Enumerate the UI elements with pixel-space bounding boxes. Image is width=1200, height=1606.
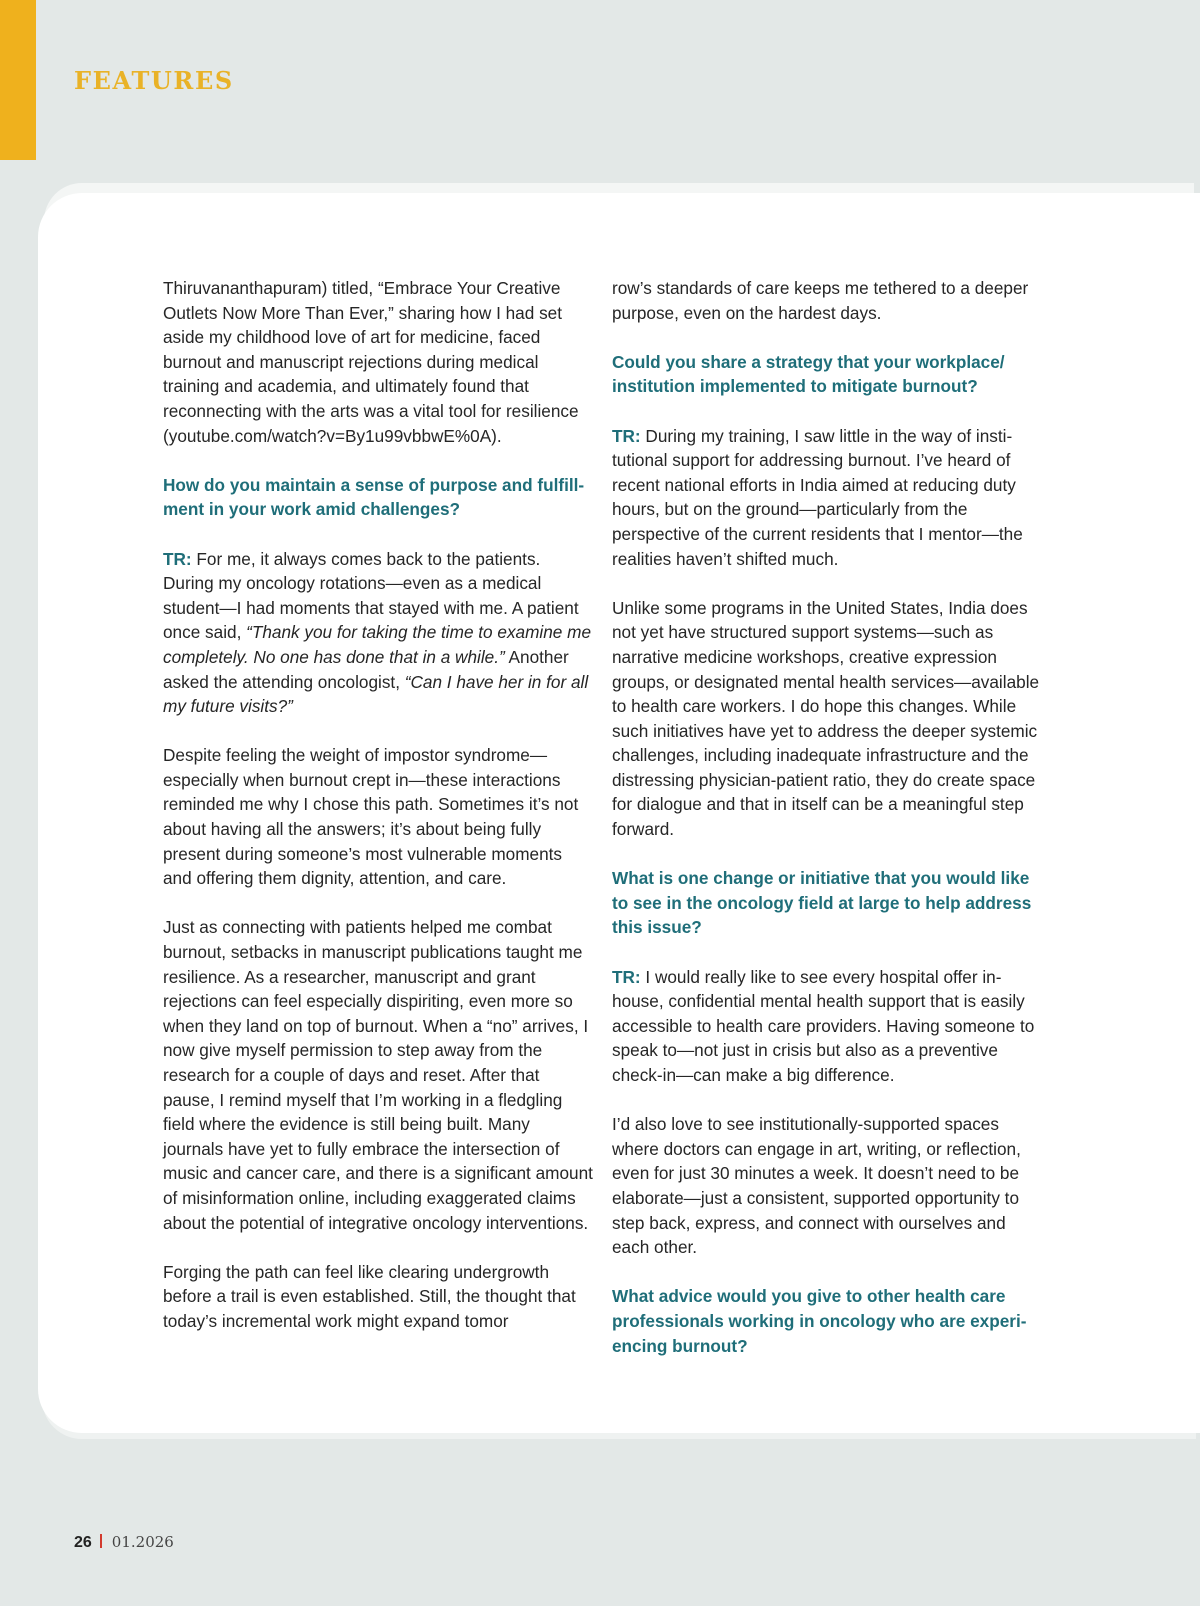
question-advice: What advice would you give to other health care professionals working in oncology who are experiencing burnout?: [612, 1286, 1027, 1356]
section-label: FEATURES: [74, 66, 234, 95]
patient-quote: “Thank you for taking the time to examine me completely. No one has done that in a while.”: [163, 622, 592, 667]
answer-text: For me, it always comes back to the patients. During my oncology rotations—even as a medical student—I had moments that stayed with me. A patient once said,: [163, 548, 579, 643]
footer-divider: [100, 1534, 102, 1548]
page-number: 26: [74, 1534, 92, 1551]
paragraph-intro: Thiruvananthapuram) titled, “Embrace Your Creative Outlets Now More Than Ever,” sharing how I had set aside my childhood love of art for medicine, faced burnout and manuscript rejections during medical training and academia, and ultimately found that reconnecting with the arts was a vital tool for resilience (youtube.com/watch?v=By1u99vbbwE%0A).: [163, 278, 579, 446]
issue-date: 01.2026: [111, 1533, 174, 1551]
question-strategy: Could you share a strategy that your workplace/ institution implemented to mitigate burnout?: [612, 351, 1005, 397]
paragraph-spaces: I’d also love to see institutionally-supported spaces where doctors can engage in art, writing, or reflection, even for just 30 minutes a week. It doesn’t need to be elaborate—just a consistent, supported opportunity to step back, express, and connect with ourselves and each other.: [612, 1114, 1021, 1258]
paragraph-resilience: Just as connecting with patients helped me combat burnout, setbacks in manuscript publications taught me resilience. As a researcher, manuscript and grant rejections can feel especially dispiriting, even more so when they land on top of burnout. When a “no” arrives, I now give myself permission to step away from the research for a couple of days and reset. After that pause, I remind myself that I’m working in a fledgling field where the evidence is still being built. Many journals have yet to fully embrace the intersection of music and cancer care, and there is a significant amount of misinformation online, including exaggerated claims about the potential of integrative oncology interventions.: [163, 917, 593, 1233]
question-purpose: How do you maintain a sense of purpose and fulfillment in your work amid challenges?: [163, 474, 585, 520]
speaker-label: TR:: [163, 548, 192, 569]
paragraph-programs: Unlike some programs in the United States, India does not yet have structured support systems—such as narrative medicine workshops, creative expression groups, or designated mental health services—available to health care workers. I do hope this changes. While such initiatives have yet to address the deeper systemic challenges, including inadequate infrastructure and the distressing physician-patient ratio, they do create space for dialogue and that in itself can be a meaningful step forward.: [612, 597, 1040, 840]
speaker-label: TR:: [612, 425, 641, 446]
answer-text: During my training, I saw little in the way of institutional support for addressing burnout. I’ve heard of recent national efforts in India aimed at reducing duty hours, but on the ground—particularly from the perspective of the current residents that I mentor—the realities haven’t shifted much.: [612, 425, 1023, 569]
left-column: [163, 276, 593, 1358]
accent-bar: [0, 0, 36, 160]
answer-purpose: [163, 547, 593, 719]
answer-change: [612, 965, 1044, 1088]
page-footer: [74, 1533, 174, 1552]
answer-text: I would really like to see every hospital offer in-house, confidential mental health support that is easily accessible to health care providers. Having someone to speak to—not just in crisis but also as a preventive check-in—can make a big difference.: [612, 966, 1035, 1085]
question-change: What is one change or initiative that you would like to see in the oncology field at large to help address this issue?: [612, 868, 1032, 938]
answer-strategy: [612, 424, 1044, 572]
paragraph-continued: row’s standards of care keeps me tethered to a deeper purpose, even on the hardest days.: [612, 278, 1029, 323]
right-column: [612, 276, 1044, 1383]
speaker-label: TR:: [612, 966, 641, 987]
paragraph-forging: Forging the path can feel like clearing undergrowth before a trail is even established. Still, the thought that today’s incremental work might expand tomor: [163, 1261, 576, 1331]
paragraph-impostor: Despite feeling the weight of impostor syndrome—especially when burnout crept in—these interactions reminded me why I chose this path. Sometimes it’s not about having all the answers; it’s about being fully present during someone’s most vulnerable moments and offering them dignity, attention, and care.: [163, 745, 579, 889]
answer-text: Another asked the attending oncologist,: [163, 646, 569, 692]
patient-quote: “Can I have her in for all my future visits?”: [163, 671, 589, 717]
